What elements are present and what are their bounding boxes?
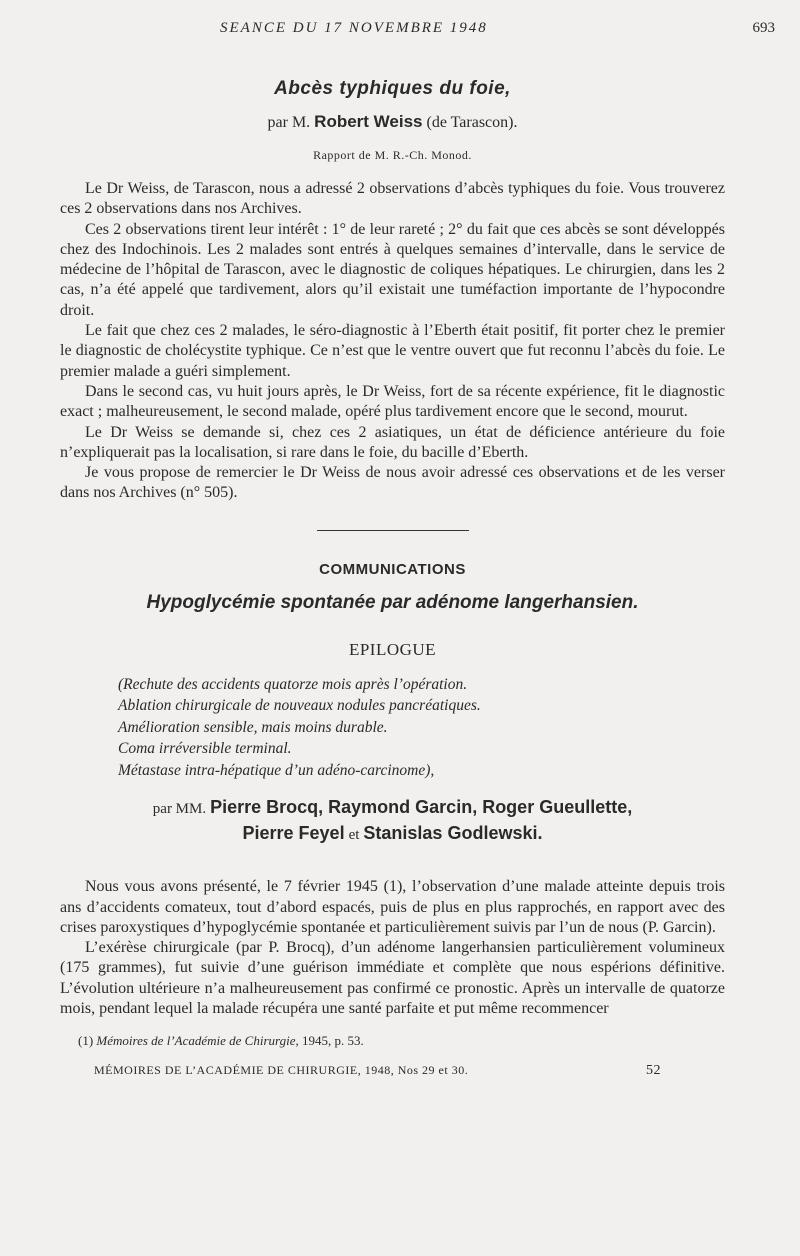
epilogue-list [118, 674, 725, 782]
article-body [60, 179, 725, 504]
epilogue-item: Métastase intra-hépatique d’un adéno-carcinome), [118, 761, 435, 779]
communications-heading: COMMUNICATIONS [319, 560, 466, 578]
epilogue-item: Amélioration sensible, mais moins durable. [118, 718, 388, 736]
page [60, 18, 775, 1079]
article-title: Abcès typhiques du foie, [274, 78, 511, 99]
epilogue-item: Ablation chirurgicale de nouveaux nodules pancréatiques. [118, 697, 481, 715]
communication-body [60, 877, 725, 1019]
author-place: (de Tarascon). [426, 114, 518, 131]
epilogue-item: (Rechute des accidents quatorze mois après l’opération. [118, 675, 468, 693]
footnote-marker: (1) [78, 1033, 94, 1049]
page-number: 693 [752, 20, 775, 36]
authors-prefix: par MM. [152, 801, 207, 818]
section-divider [317, 530, 469, 531]
article-byline [60, 112, 725, 132]
running-head [60, 18, 775, 42]
footer-sheet-number: 52 [646, 1063, 661, 1079]
authors-line-1: Pierre Brocq, Raymond Garcin, Roger Gueullette, [210, 797, 633, 818]
authors-block [60, 795, 725, 847]
paragraph: Nous vous avons présenté, le 7 février 1945 (1), l’observation d’une malade atteinte depuis trois ans d’accidents comateux, tout d’abord espacés, puis de plus en plus rapprochés, en rapport avec des crises paroxystiques d’hypoglycémie spontanée et particulièrement suivis par l’un de nous (P. Garcin). [60, 878, 725, 936]
paragraph: Le fait que chez ces 2 malades, le séro-diagnostic à l’Eberth était positif, fit porter chez le premier le diagnostic de cholécystite typhique. Ce n’est que le ventre ouvert que fut reconnu l’abcès du foie. Le premier malade a guéri simplement. [60, 322, 725, 380]
paragraph: Le Dr Weiss, de Tarascon, nous a adressé 2 observations d’abcès typhiques du foie. Vous trouverez ces 2 observations dans nos Archives. [60, 180, 725, 218]
paragraph: Je vous propose de remercier le Dr Weiss de nous avoir adressé ces observations et de les verser dans nos Archives (n° 505). [60, 464, 725, 502]
paragraph: Le Dr Weiss se demande si, chez ces 2 asiatiques, un état de déficience antérieure du foie n’expliquerait pas la localisation, si rare dans le foie, du bacille d’Eberth. [60, 423, 725, 461]
paragraph: Dans le second cas, vu huit jours après, le Dr Weiss, fort de sa récente expérience, fit le diagnostic exact ; malheureusement, le second malade, opéré plus tardivement encore que le second, mourut. [60, 382, 725, 421]
running-title: SEANCE DU 17 NOVEMBRE 1948 [220, 20, 488, 36]
footer-journal: MÉMOIRES DE L’ACADÉMIE DE CHIRURGIE, 1948, Nos 29 et 30. [94, 1063, 469, 1078]
page-footer [60, 1063, 725, 1078]
byline-prefix: par M. [267, 114, 311, 131]
footnote-details: 1945, p. 53. [301, 1033, 364, 1049]
footnote-source: Mémoires de l’Académie de Chirurgie, [96, 1033, 299, 1049]
report-line: Rapport de M. R.-Ch. Monod. [313, 148, 472, 162]
communication-title: Hypoglycémie spontanée par adénome langerhansien. [146, 591, 639, 613]
paragraph: Ces 2 observations tirent leur intérêt : 1° de leur rareté ; 2° du fait que ces abcès se sont développés chez des Indochinois. Les 2 malades sont entrés à quelques semaines d’intervalle, dans le service de médecine de l’hôpital de Tarascon, avec le diagnostic de coliques hépatiques. Le chirurgien, dans les 2 cas, n’a été appelé que tardivement, alors qu’il existait une tuméfaction importante de l’hypocondre droit. [60, 220, 725, 319]
author-feyel: Pierre Feyel [242, 823, 345, 844]
authors-conjunction: et [348, 827, 360, 844]
footnote [60, 1033, 725, 1049]
epilogue-heading: EPILOGUE [348, 639, 437, 659]
paragraph: L’exérèse chirurgicale (par P. Brocq), d’un adénome langerhansien particulièrement volumineux (175 grammes), fut suivie d’une guérison immédiate et complète que nous espérions définitive. L’évolution ultérieure n’a malheureusement pas confirmé ce pronostic. Après un intervalle de quatorze mois, pendant lequel la malade récupéra une santé parfaite et put même recommencer [60, 939, 725, 1018]
author-godlewski: Stanislas Godlewski. [363, 823, 543, 844]
epilogue-item: Coma irréversible terminal. [118, 740, 292, 758]
author-name: Robert Weiss [314, 112, 423, 131]
